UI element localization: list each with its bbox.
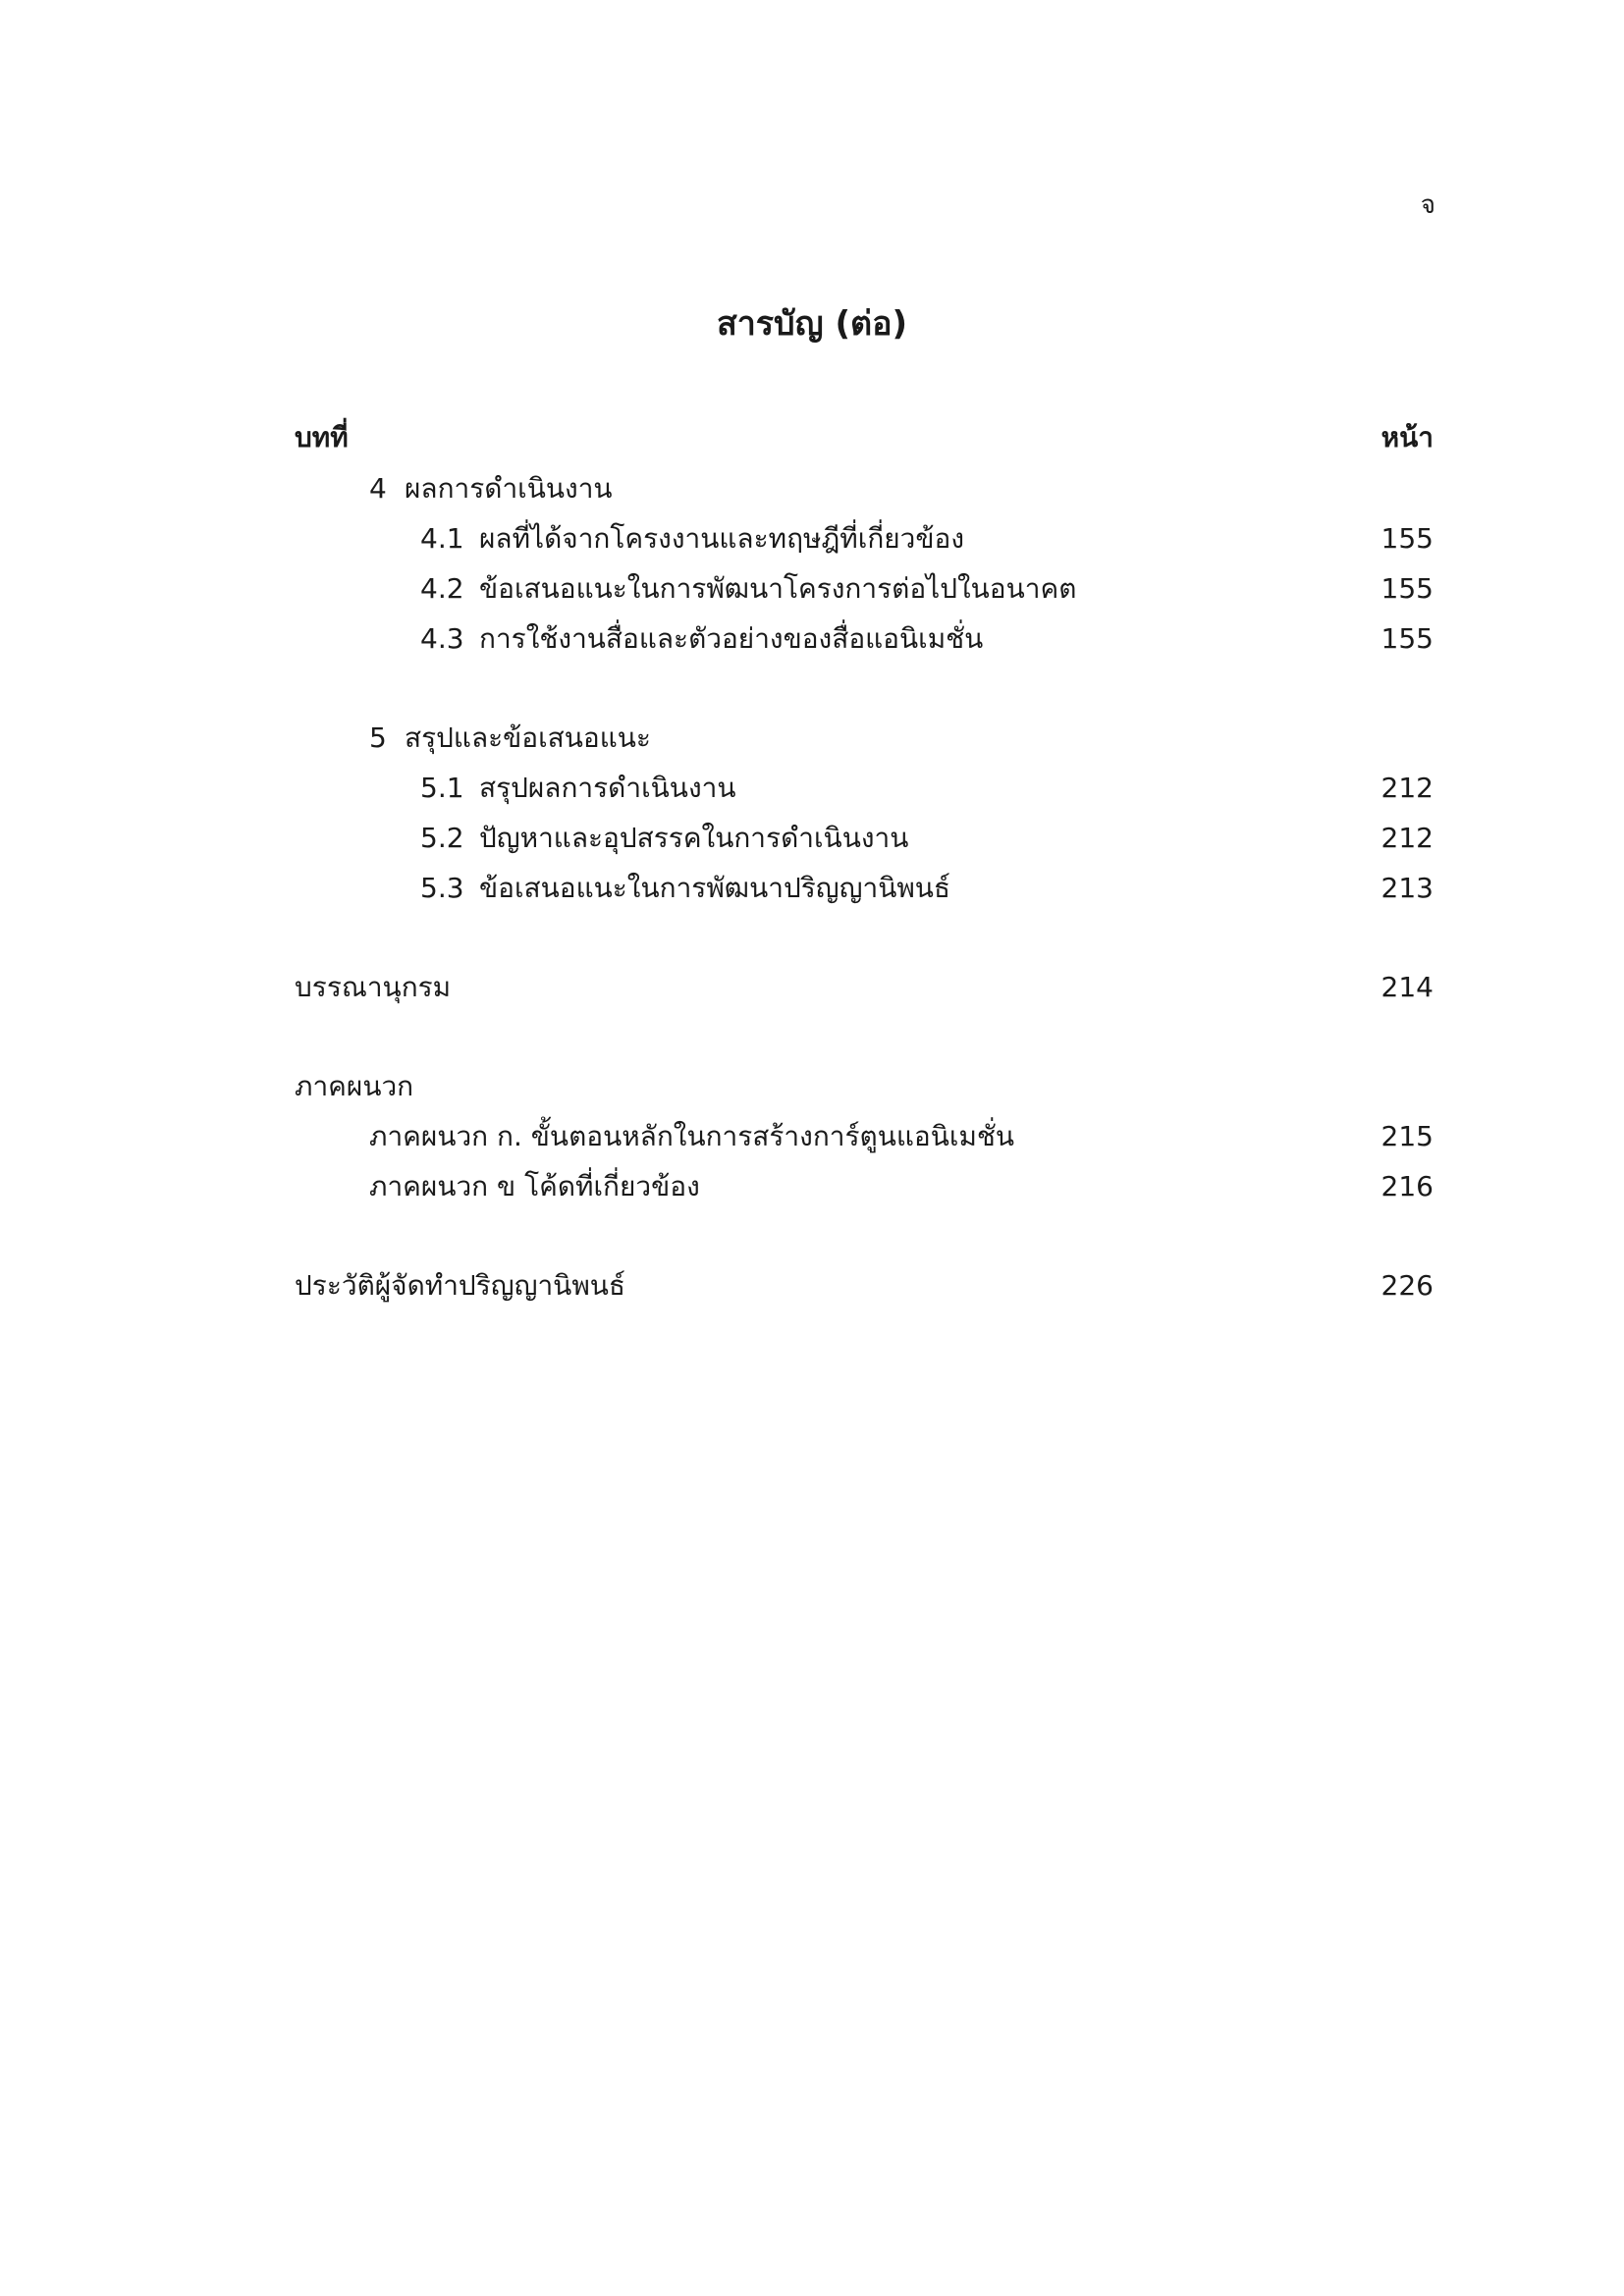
toc-entry-text: ผลการดำเนินงาน <box>405 472 613 505</box>
table-of-contents <box>295 412 1434 1310</box>
toc-entry[interactable] <box>295 863 1434 913</box>
toc-entry-label <box>295 1111 1014 1161</box>
toc-entry-page: 155 <box>1380 522 1434 555</box>
toc-entry-number: 4.3 <box>420 622 464 655</box>
toc-entry-page: 214 <box>1380 971 1434 1003</box>
chapter-column-label: บทที่ <box>295 421 349 454</box>
toc-entry[interactable] <box>295 962 1434 1012</box>
toc-spacer <box>295 1012 1434 1061</box>
toc-entry-label <box>295 1161 700 1211</box>
toc-entry[interactable] <box>295 1260 1434 1310</box>
toc-entry-text: ภาคผนวก ข โค้ดที่เกี่ยวข้อง <box>369 1170 700 1202</box>
toc-entry-label <box>295 614 983 664</box>
toc-entry-label <box>295 513 964 563</box>
toc-entry-text: สรุปผลการดำเนินงาน <box>479 772 736 804</box>
toc-entry-number: 5.1 <box>420 772 464 804</box>
toc-entry-page: 212 <box>1380 772 1434 804</box>
toc-entry[interactable] <box>295 1061 1434 1111</box>
toc-entry-number: 4.2 <box>420 572 464 605</box>
toc-entry[interactable] <box>295 463 1434 513</box>
toc-entry-text: ภาคผนวก <box>295 1070 414 1102</box>
toc-entry-label <box>295 713 651 763</box>
toc-entry-number: 5 <box>369 721 387 754</box>
toc-entry[interactable] <box>295 763 1434 813</box>
toc-entry[interactable] <box>295 513 1434 563</box>
toc-entry-text: ภาคผนวก ก. ขั้นตอนหลักในการสร้างการ์ตูนแอนิเมชั่น <box>369 1120 1015 1152</box>
toc-entry[interactable] <box>295 1161 1434 1211</box>
toc-entry-label <box>295 563 1076 614</box>
toc-entry-label <box>295 1260 625 1310</box>
toc-spacer <box>295 664 1434 713</box>
toc-entry-text: ผลที่ได้จากโครงงานและทฤษฎีที่เกี่ยวข้อง <box>479 522 965 555</box>
toc-entry-page: 216 <box>1380 1170 1434 1202</box>
toc-entry-number: 4 <box>369 472 387 505</box>
toc-spacer <box>295 913 1434 962</box>
toc-entry-text: การใช้งานสื่อและตัวอย่างของสื่อแอนิเมชั่น <box>479 622 984 655</box>
toc-entry-text: สรุปและข้อเสนอแนะ <box>405 721 651 754</box>
page-column-label: หน้า <box>1380 421 1434 454</box>
toc-entry-number: 4.1 <box>420 522 464 555</box>
toc-entry-text: ปัญหาและอุปสรรคในการดำเนินงาน <box>479 822 909 854</box>
page-number: จ <box>1420 190 1435 220</box>
toc-entry-text: ข้อเสนอแนะในการพัฒนาโครงการต่อไปในอนาคต <box>479 572 1077 605</box>
toc-entry-label <box>295 1061 413 1111</box>
toc-entry-text: ประวัติผู้จัดทำปริญญานิพนธ์ <box>295 1269 626 1302</box>
toc-entry-label <box>295 813 908 863</box>
toc-entry-page: 213 <box>1380 872 1434 904</box>
toc-entry-number: 5.2 <box>420 822 464 854</box>
toc-entry-text: ข้อเสนอแนะในการพัฒนาปริญญานิพนธ์ <box>479 872 951 904</box>
toc-entry-label <box>295 763 735 813</box>
toc-entry-number: 5.3 <box>420 872 464 904</box>
toc-entry[interactable] <box>295 563 1434 614</box>
toc-entry-text: บรรณานุกรม <box>295 971 452 1003</box>
toc-entry-label <box>295 863 950 913</box>
toc-entry-page: 155 <box>1380 572 1434 605</box>
toc-spacer <box>295 1211 1434 1260</box>
toc-entry-page: 212 <box>1380 822 1434 854</box>
toc-entry[interactable] <box>295 1111 1434 1161</box>
toc-entry-page: 226 <box>1380 1269 1434 1302</box>
toc-rows <box>295 463 1434 1310</box>
toc-entry[interactable] <box>295 813 1434 863</box>
page-title: สารบัญ (ต่อ) <box>716 304 908 344</box>
toc-entry-label <box>295 463 613 513</box>
toc-entry-page: 215 <box>1380 1120 1434 1152</box>
toc-entry[interactable] <box>295 713 1434 763</box>
toc-entry-page: 155 <box>1380 622 1434 655</box>
toc-header <box>295 412 1434 463</box>
toc-entry-label <box>295 962 451 1012</box>
toc-entry[interactable] <box>295 614 1434 664</box>
